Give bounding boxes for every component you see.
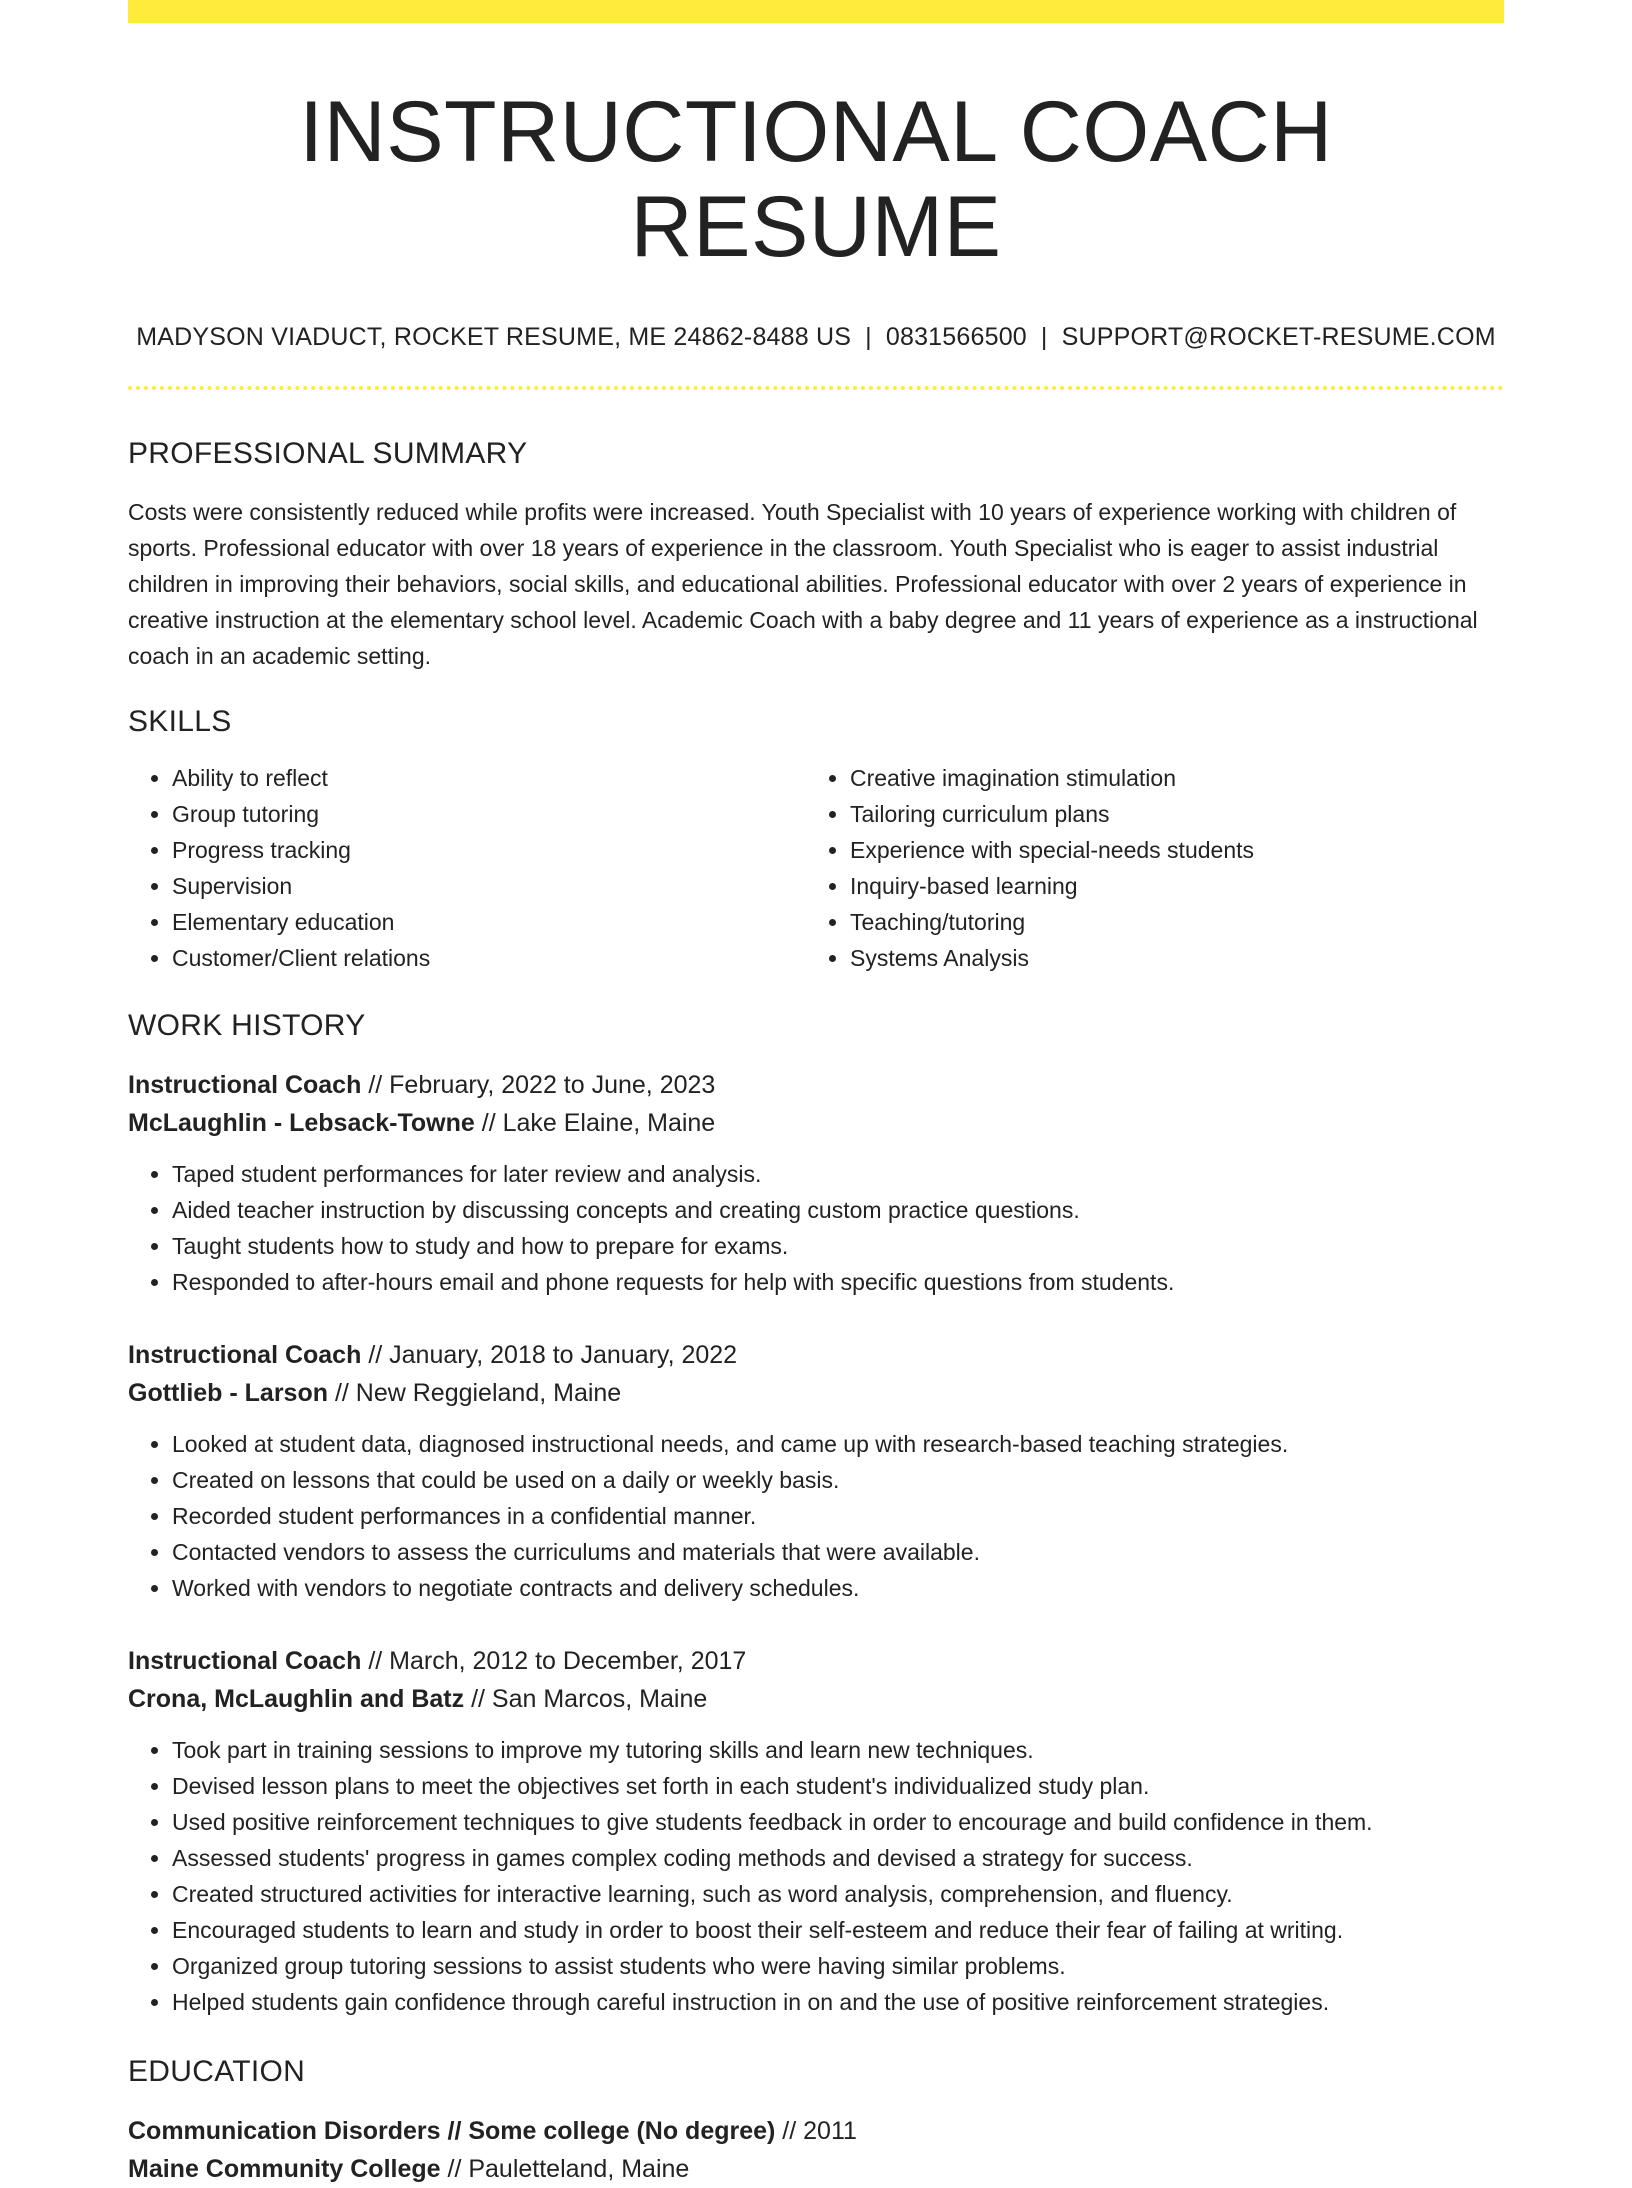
job-title-line [128,1066,1504,1104]
skill-item: • Supervision [172,868,806,904]
job-company: McLaughlin - Lebsack-Towne [128,1109,475,1138]
skills-section [128,704,1504,976]
skill-item: • Customer/Client relations [172,940,806,976]
skills-grid [128,760,1504,976]
education-location: // Pauletteland, Maine [440,2155,690,2184]
job-company-line [128,1104,1504,1142]
job-entry [128,1336,1504,1606]
education-year: // 2011 [775,2117,857,2146]
skill-item: • Tailoring curriculum plans [850,796,1484,832]
skills-heading: SKILLS [128,705,232,739]
education-school-line [128,2150,1504,2188]
skill-item: • Progress tracking [172,832,806,868]
job-bullet: • Used positive reinforcement techniques to give students feedback in order to encourage and build confidence in them. [172,1804,1504,1840]
job-bullet: • Helped students gain confidence through careful instruction in on and the use of positive reinforcement strategies. [172,1984,1504,2020]
contact-email: SUPPORT@ROCKET-RESUME.COM [1061,323,1496,352]
skill-item: • Creative imagination stimulation [850,760,1484,796]
header-divider [128,386,1504,390]
job-company: Crona, McLaughlin and Batz [128,1685,465,1714]
work-history-section [128,1008,1504,2020]
job-bullet: • Contacted vendors to assess the curriculums and materials that were available. [172,1534,1504,1570]
accent-top-bar [128,0,1504,23]
skill-item: • Experience with special-needs students [850,832,1484,868]
education-section [128,2054,1504,2188]
job-entry [128,1066,1504,1300]
job-dates: // January, 2018 to January, 2022 [361,1341,738,1370]
skill-item: • Elementary education [172,904,806,940]
summary-heading: PROFESSIONAL SUMMARY [128,437,528,471]
skill-item: • Systems Analysis [850,940,1484,976]
job-title-line [128,1336,1504,1374]
skill-item: • Inquiry-based learning [850,868,1484,904]
summary-text: Costs were consistently reduced while profits were increased. Youth Specialist with 10 years of experience working with children of sports. Professional educator with over 18 years of experience in the classroom. Youth Specialist who is eager to assist industrial children in improving their behaviors, social skills, and educational abilities. Professional educator with over 2 years of experience in creative instruction at the elementary school level. Academic Coach with a baby degree and 11 years of experience as a instructional coach in an academic setting. [128,499,1478,670]
contact-line [128,322,1504,352]
contact-separator: | [1040,323,1048,352]
job-location: // Lake Elaine, Maine [474,1109,716,1138]
education-heading: EDUCATION [128,2055,306,2089]
work-history-heading: WORK HISTORY [128,1009,366,1043]
job-bullets [128,1426,1504,1606]
job-dates: // February, 2022 to June, 2023 [361,1071,716,1100]
job-bullet: • Organized group tutoring sessions to assist students who were having similar problems. [172,1948,1504,1984]
job-entry [128,1642,1504,2020]
education-degree-line [128,2112,1504,2150]
skill-item: • Group tutoring [172,796,806,832]
page-title: INSTRUCTIONAL COACH RESUME [299,84,1333,275]
job-location: // San Marcos, Maine [464,1685,708,1714]
skill-item: • Ability to reflect [172,760,806,796]
job-title: Instructional Coach [128,1071,362,1100]
job-bullet: • Devised lesson plans to meet the objectives set forth in each student's individualized study plan. [172,1768,1504,1804]
skills-column-left [128,760,806,976]
contact-phone: 0831566500 [885,323,1027,352]
job-dates: // March, 2012 to December, 2017 [361,1647,747,1676]
job-bullet: • Responded to after-hours email and phone requests for help with specific questions from students. [172,1264,1504,1300]
job-bullet: • Recorded student performances in a confidential manner. [172,1498,1504,1534]
job-title: Instructional Coach [128,1341,362,1370]
job-bullet: • Looked at student data, diagnosed instructional needs, and came up with research-based teaching strategies. [172,1426,1504,1462]
job-bullet: • Taught students how to study and how to prepare for exams. [172,1228,1504,1264]
job-location: // New Reggieland, Maine [328,1379,622,1408]
job-bullet: • Worked with vendors to negotiate contracts and delivery schedules. [172,1570,1504,1606]
job-bullets [128,1156,1504,1300]
job-bullet: • Took part in training sessions to improve my tutoring skills and learn new techniques. [172,1732,1504,1768]
skill-item: • Teaching/tutoring [850,904,1484,940]
job-bullet: • Created structured activities for interactive learning, such as word analysis, comprehension, and fluency. [172,1876,1504,1912]
education-school: Maine Community College [128,2155,441,2184]
education-degree: Communication Disorders // Some college (No degree) [128,2117,776,2146]
job-company: Gottlieb - Larson [128,1379,328,1408]
job-bullet: • Aided teacher instruction by discussing concepts and creating custom practice questions. [172,1192,1504,1228]
job-company-line [128,1374,1504,1412]
job-bullet: • Encouraged students to learn and study in order to boost their self-esteem and reduce their fear of failing at writing. [172,1912,1504,1948]
job-bullet: • Taped student performances for later review and analysis. [172,1156,1504,1192]
education-entry [128,2112,1504,2188]
contact-address: MADYSON VIADUCT, ROCKET RESUME, ME 24862-8488 US [136,323,852,352]
contact-separator: | [865,323,872,352]
job-title: Instructional Coach [128,1647,362,1676]
skills-column-right [806,760,1484,976]
job-bullet: • Assessed students' progress in games complex coding methods and devised a strategy for success. [172,1840,1504,1876]
summary-section [128,436,1504,674]
resume-page [128,0,1504,2188]
job-company-line [128,1680,1504,1718]
job-bullet: • Created on lessons that could be used on a daily or weekly basis. [172,1462,1504,1498]
job-bullets [128,1732,1504,2020]
job-title-line [128,1642,1504,1680]
